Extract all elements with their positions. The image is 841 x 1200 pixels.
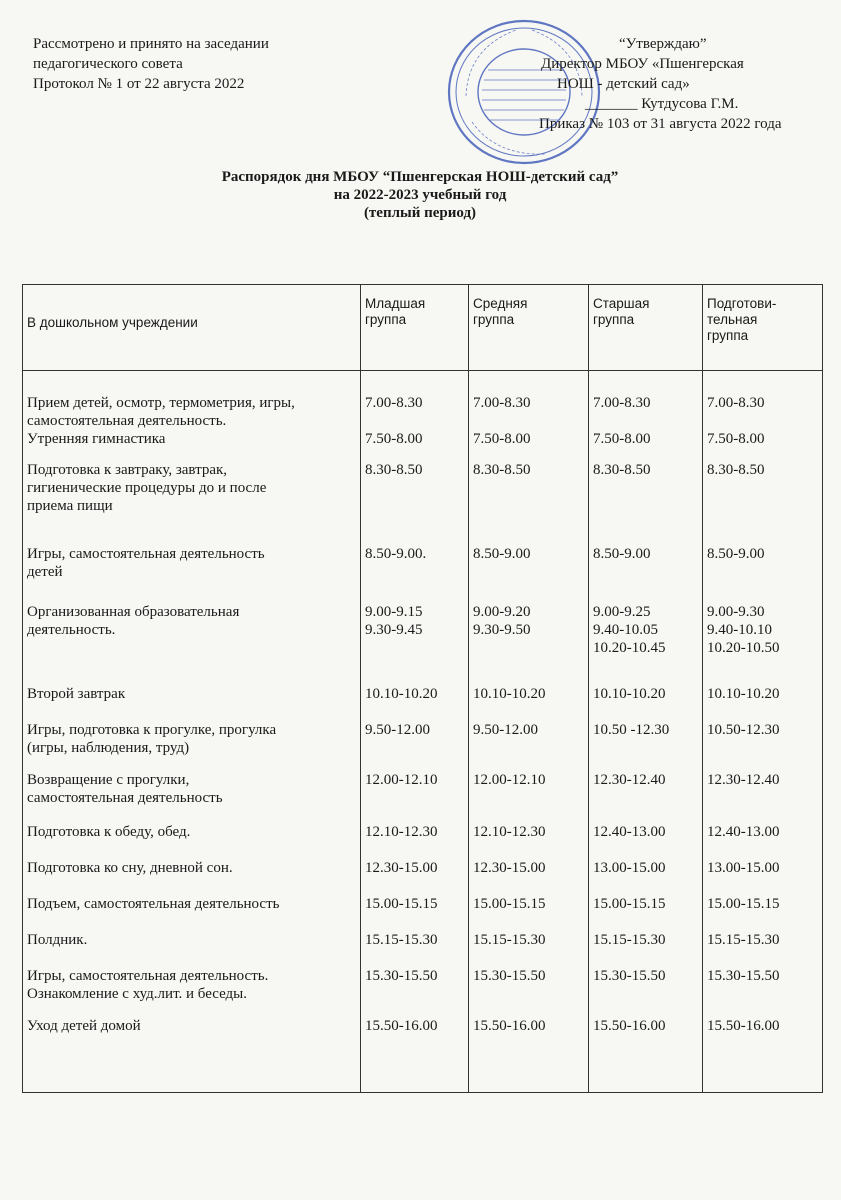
time-line: 8.50-9.00.: [365, 545, 427, 562]
young-time-cell: [361, 859, 469, 895]
activity-cell: [23, 721, 361, 771]
time-line: 8.30-8.50: [473, 461, 531, 478]
activity-line: Утренняя гимнастика: [27, 431, 166, 447]
table-row: [23, 585, 823, 685]
activity-cell: [23, 449, 361, 533]
middle-time-cell: [469, 823, 589, 859]
activity-line: самостоятельная деятельность.: [27, 413, 227, 429]
time-line: 7.00-8.30: [593, 395, 651, 411]
activity-cell: [23, 859, 361, 895]
document-title: [120, 168, 720, 222]
time-line: 10.10-10.20: [473, 685, 546, 702]
activity-line: Второй завтрак: [27, 685, 126, 702]
time-line: 10.10-10.20: [707, 685, 780, 702]
approve-label: “Утверждаю”: [619, 36, 707, 52]
middle-time-cell: [469, 931, 589, 967]
senior-time-cell: [589, 685, 703, 721]
time-line: 8.50-9.00: [593, 545, 651, 562]
time-line: 10.10-10.20: [365, 685, 438, 702]
middle-time-cell: [469, 859, 589, 895]
approval-line-2: педагогического совета: [33, 56, 183, 72]
prep-time-cell: [703, 449, 823, 533]
time-line: 15.30-15.50: [593, 967, 666, 984]
activity-line: Ознакомление с худ.лит. и беседы.: [27, 985, 247, 1002]
table-row: [23, 931, 823, 967]
time-line: 7.50-8.00: [473, 431, 531, 447]
time-line: 9.00-9.30: [707, 603, 765, 620]
table-row: [23, 771, 823, 823]
time-line: 9.40-10.05: [593, 621, 658, 638]
approval-line-1: Рассмотрено и принято на заседании: [33, 36, 269, 52]
time-line: 10.50-12.30: [707, 721, 780, 738]
senior-time-cell: [589, 895, 703, 931]
middle-time-cell: [469, 449, 589, 533]
time-line: 12.30-15.00: [473, 859, 546, 876]
activity-line: Подготовка к обеду, обед.: [27, 823, 191, 840]
senior-time-cell: [589, 771, 703, 823]
header-senior-group: [589, 285, 703, 371]
prep-time-cell: [703, 859, 823, 895]
activity-line: Подъем, самостоятельная деятельность: [27, 895, 280, 912]
activity-line: Игры, самостоятельная деятельность.: [27, 967, 269, 984]
activity-line: Подготовка к завтраку, завтрак,: [27, 461, 228, 478]
young-time-cell: [361, 771, 469, 823]
senior-time-cell: [589, 721, 703, 771]
time-line: 8.30-8.50: [707, 461, 765, 478]
approval-block: [33, 34, 269, 94]
activity-line: приема пищи: [27, 497, 113, 514]
time-line: 15.00-15.15: [593, 895, 666, 912]
senior-time-cell: [589, 823, 703, 859]
prep-time-cell: [703, 967, 823, 1017]
time-line: 12.40-13.00: [593, 823, 666, 840]
time-line: 10.20-10.45: [593, 639, 666, 656]
approval-line-3: Протокол № 1 от 22 августа 2022: [33, 76, 245, 92]
prep-time-cell: [703, 371, 823, 449]
activity-line: гигиенические процедуры до и после: [27, 479, 267, 496]
table-row: [23, 449, 823, 533]
time-line: 13.00-15.00: [593, 859, 666, 876]
senior-time-cell: [589, 967, 703, 1017]
time-line: 9.30-9.50: [473, 621, 531, 638]
time-line: 15.30-15.50: [707, 967, 780, 984]
prep-time-cell: [703, 585, 823, 685]
time-line: 10.50 -12.30: [593, 721, 670, 738]
time-line: 15.30-15.50: [365, 967, 438, 984]
prep-time-cell: [703, 685, 823, 721]
time-line: 15.30-15.50: [473, 967, 546, 984]
order-number: Приказ № 103 от 31 августа 2022 года: [539, 116, 782, 132]
young-time-cell: [361, 371, 469, 449]
header-middle-group: [469, 285, 589, 371]
school-name-line: НОШ - детский сад»: [557, 76, 690, 92]
time-line: 12.00-12.10: [473, 771, 546, 788]
table-row: [23, 685, 823, 721]
time-line: 9.50-12.00: [365, 721, 430, 738]
director-signature-line: _______ Кутдусова Г.М.: [585, 96, 739, 112]
title-line-1: Распорядок дня МБОУ “Пшенгерская НОШ-детский сад”: [221, 169, 619, 185]
activity-cell: [23, 771, 361, 823]
time-line: 7.00-8.30: [707, 395, 765, 411]
young-time-cell: [361, 585, 469, 685]
time-line: 8.50-9.00: [707, 545, 765, 562]
middle-time-cell: [469, 1017, 589, 1093]
time-line: 8.30-8.50: [365, 461, 423, 478]
time-line: 15.15-15.30: [473, 931, 546, 948]
prep-time-cell: [703, 823, 823, 859]
young-time-cell: [361, 895, 469, 931]
activity-line: Организованная образовательная: [27, 603, 240, 620]
time-line: 8.30-8.50: [593, 461, 651, 478]
time-line: 15.50-16.00: [593, 1017, 666, 1034]
time-line: 12.30-12.40: [707, 771, 780, 788]
activity-cell: [23, 685, 361, 721]
time-line: 12.00-12.10: [365, 771, 438, 788]
header-young-label: Младшая группа: [365, 296, 426, 327]
table-row: [23, 371, 823, 449]
senior-time-cell: [589, 371, 703, 449]
time-line: 7.50-8.00: [593, 431, 651, 447]
table-row: [23, 895, 823, 931]
time-line: 15.15-15.30: [593, 931, 666, 948]
activity-line: Уход детей домой: [27, 1017, 141, 1034]
time-line: 15.00-15.15: [365, 895, 438, 912]
time-line: 15.15-15.30: [707, 931, 780, 948]
table-row: [23, 721, 823, 771]
young-time-cell: [361, 1017, 469, 1093]
header-institution: В дошкольном учреждении: [23, 285, 361, 371]
time-line: 9.00-9.15: [365, 603, 423, 620]
middle-time-cell: [469, 585, 589, 685]
activity-cell: [23, 1017, 361, 1093]
time-line: 12.30-12.40: [593, 771, 666, 788]
time-line: 12.10-12.30: [473, 823, 546, 840]
time-line: 9.30-9.45: [365, 621, 423, 638]
time-line: 8.50-9.00: [473, 545, 531, 562]
time-line: 15.50-16.00: [707, 1017, 780, 1034]
activity-cell: [23, 533, 361, 585]
time-line: 7.00-8.30: [365, 395, 423, 411]
young-time-cell: [361, 967, 469, 1017]
title-line-3: (теплый период): [363, 205, 477, 221]
schedule-body: [23, 371, 823, 1093]
schedule-table: [22, 284, 823, 1093]
time-line: 15.15-15.30: [365, 931, 438, 948]
time-line: [365, 412, 464, 430]
header-middle-label: Средняя группа: [473, 296, 528, 327]
time-line: 9.50-12.00: [473, 721, 538, 738]
activity-line: деятельность.: [27, 621, 116, 638]
middle-time-cell: [469, 895, 589, 931]
time-line: 9.00-9.20: [473, 603, 531, 620]
time-line: 7.50-8.00: [365, 431, 423, 447]
activity-line: Игры, самостоятельная деятельность: [27, 545, 265, 562]
time-line: 12.10-12.30: [365, 823, 438, 840]
senior-time-cell: [589, 1017, 703, 1093]
young-time-cell: [361, 721, 469, 771]
table-row: [23, 967, 823, 1017]
activity-cell: [23, 931, 361, 967]
time-line: 12.30-15.00: [365, 859, 438, 876]
prep-time-cell: [703, 771, 823, 823]
prep-time-cell: [703, 895, 823, 931]
time-line: 10.10-10.20: [593, 685, 666, 702]
time-line: 15.50-16.00: [473, 1017, 546, 1034]
middle-time-cell: [469, 533, 589, 585]
middle-time-cell: [469, 721, 589, 771]
time-line: 12.40-13.00: [707, 823, 780, 840]
time-line: 15.50-16.00: [365, 1017, 438, 1034]
middle-time-cell: [469, 371, 589, 449]
table-row: [23, 533, 823, 585]
time-line: 15.00-15.15: [473, 895, 546, 912]
time-line: 7.50-8.00: [707, 431, 765, 447]
activity-line: (игры, наблюдения, труд): [27, 739, 190, 756]
prep-time-cell: [703, 533, 823, 585]
header-senior-label: Старшая группа: [593, 296, 650, 327]
young-time-cell: [361, 685, 469, 721]
activity-line: Прием детей, осмотр, термометрия, игры,: [27, 395, 295, 411]
young-time-cell: [361, 533, 469, 585]
table-row: [23, 859, 823, 895]
activity-line: Полдник.: [27, 931, 88, 948]
middle-time-cell: [469, 967, 589, 1017]
time-line: [593, 412, 698, 430]
senior-time-cell: [589, 931, 703, 967]
activity-line: Игры, подготовка к прогулке, прогулка: [27, 721, 277, 738]
middle-time-cell: [469, 771, 589, 823]
header-prep-group: [703, 285, 823, 371]
middle-time-cell: [469, 685, 589, 721]
table-row: [23, 1017, 823, 1093]
director-title: Директор МБОУ «Пшенгерская: [541, 56, 744, 72]
activity-line: Возвращение с прогулки,: [27, 771, 190, 788]
activity-cell: [23, 895, 361, 931]
approval-director-block: [527, 34, 782, 134]
activity-cell: [23, 823, 361, 859]
time-line: 13.00-15.00: [707, 859, 780, 876]
header-prep-label: Подготови-тельная группа: [707, 296, 777, 343]
activity-line: детей: [27, 563, 63, 580]
time-line: [473, 412, 584, 430]
title-line-2: на 2022-2023 учебный год: [333, 187, 507, 203]
senior-time-cell: [589, 585, 703, 685]
prep-time-cell: [703, 1017, 823, 1093]
activity-cell: [23, 967, 361, 1017]
time-line: 7.00-8.30: [473, 395, 531, 411]
young-time-cell: [361, 823, 469, 859]
table-header-row: [23, 285, 823, 371]
activity-cell: [23, 371, 361, 449]
time-line: 9.40-10.10: [707, 621, 772, 638]
table-row: [23, 823, 823, 859]
young-time-cell: [361, 931, 469, 967]
time-line: 10.20-10.50: [707, 639, 780, 656]
activity-cell: [23, 585, 361, 685]
senior-time-cell: [589, 859, 703, 895]
prep-time-cell: [703, 931, 823, 967]
young-time-cell: [361, 449, 469, 533]
time-line: 15.00-15.15: [707, 895, 780, 912]
activity-line: Подготовка ко сну, дневной сон.: [27, 859, 233, 876]
senior-time-cell: [589, 449, 703, 533]
activity-line: самостоятельная деятельность: [27, 789, 223, 806]
header-young-group: [361, 285, 469, 371]
time-line: [707, 412, 818, 430]
senior-time-cell: [589, 533, 703, 585]
prep-time-cell: [703, 721, 823, 771]
time-line: 9.00-9.25: [593, 603, 651, 620]
